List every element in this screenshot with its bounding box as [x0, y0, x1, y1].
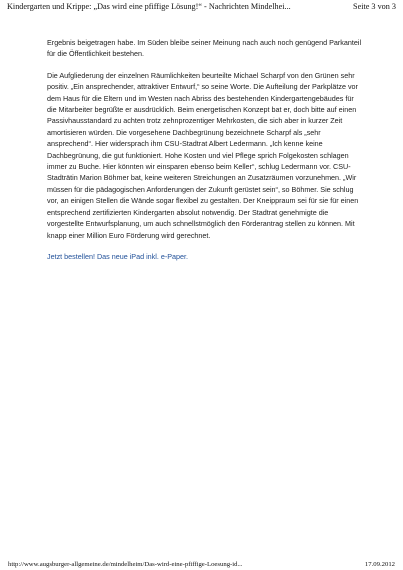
- article-paragraph: Ergebnis beigetragen habe. Im Süden bleibe seiner Meinung nach auch noch genügend Parkanteil für die Öffentlichkeit bestehen.: [47, 38, 362, 59]
- article-paragraph: Die Aufgliederung der einzelnen Räumlichkeiten beurteilte Michael Scharpf von den Grünen sehr positiv. „Ein ansprechender, attraktiver Entwurf,“ so seine Worte. Die Aufteilung der Parkplätze vor dem Haus für die Eltern und im Westen nach Abriss des bestehenden Kindergartengebäudes für die Mitarbeiter begrüßte er ausdrücklich. Beim energetischen Konzept bat er, doch bitte auf einen Passivhausstandard zu achten trotz zehnprozentiger Mehrkosten, die sich aber in kurzer Zeit amortisieren würden. Die vorgesehene Dachbegrünung bezeichnete Scharpf als „sehr ansprechend“. Hier widersprach ihm CSU-Stadtrat Albert Ledermann. „Ich kenne keine Dachbegrünung, die gut funktioniert. Hohe Kosten und viel Pflege sprich Folgekosten schlagen immer zu Buche. Hier könnten wir einsparen ebenso beim Keller“, schlug Ledermann vor. CSU-Stadträtin Marion Böhmer bat, keine weiteren Streichungen an Zusatzräumen vorzunehmen. „Wir müssen für die pädagogischen Anforderungen der Zukunft gerüstet sein“, so Böhmer. Sie schlug vor, an einigen Stellen die Wände sogar flexibel zu gestalten. Der Kneippraum sei für sie für einen entsprechend zertifizierten Kindergarten absolut notwendig. Der Stadtrat genehmigte die vorgestellte Entwurfsplanung, um auch schnellstmöglich den Förderantrag stellen zu können. Mit knapp einer Million Euro Förderung wird gerechnet.: [47, 70, 359, 240]
- page-title: Kindergarten und Krippe: „Das wird eine pfiffige Lösung!“ - Nachrichten Mindelhei...: [7, 2, 291, 11]
- article-content: [47, 37, 363, 262]
- print-date: 17.09.2012: [364, 561, 395, 568]
- source-url: http://www.augsburger-allgemeine.de/mindelheim/Das-wird-eine-pfiffige-Loesung-id...: [8, 561, 243, 568]
- ipad-promo-link[interactable]: Jetzt bestellen! Das neue iPad inkl. e-Paper.: [47, 251, 189, 261]
- print-footer: [8, 561, 395, 569]
- print-header: [7, 2, 396, 16]
- page-number: Seite 3 von 3: [353, 2, 396, 11]
